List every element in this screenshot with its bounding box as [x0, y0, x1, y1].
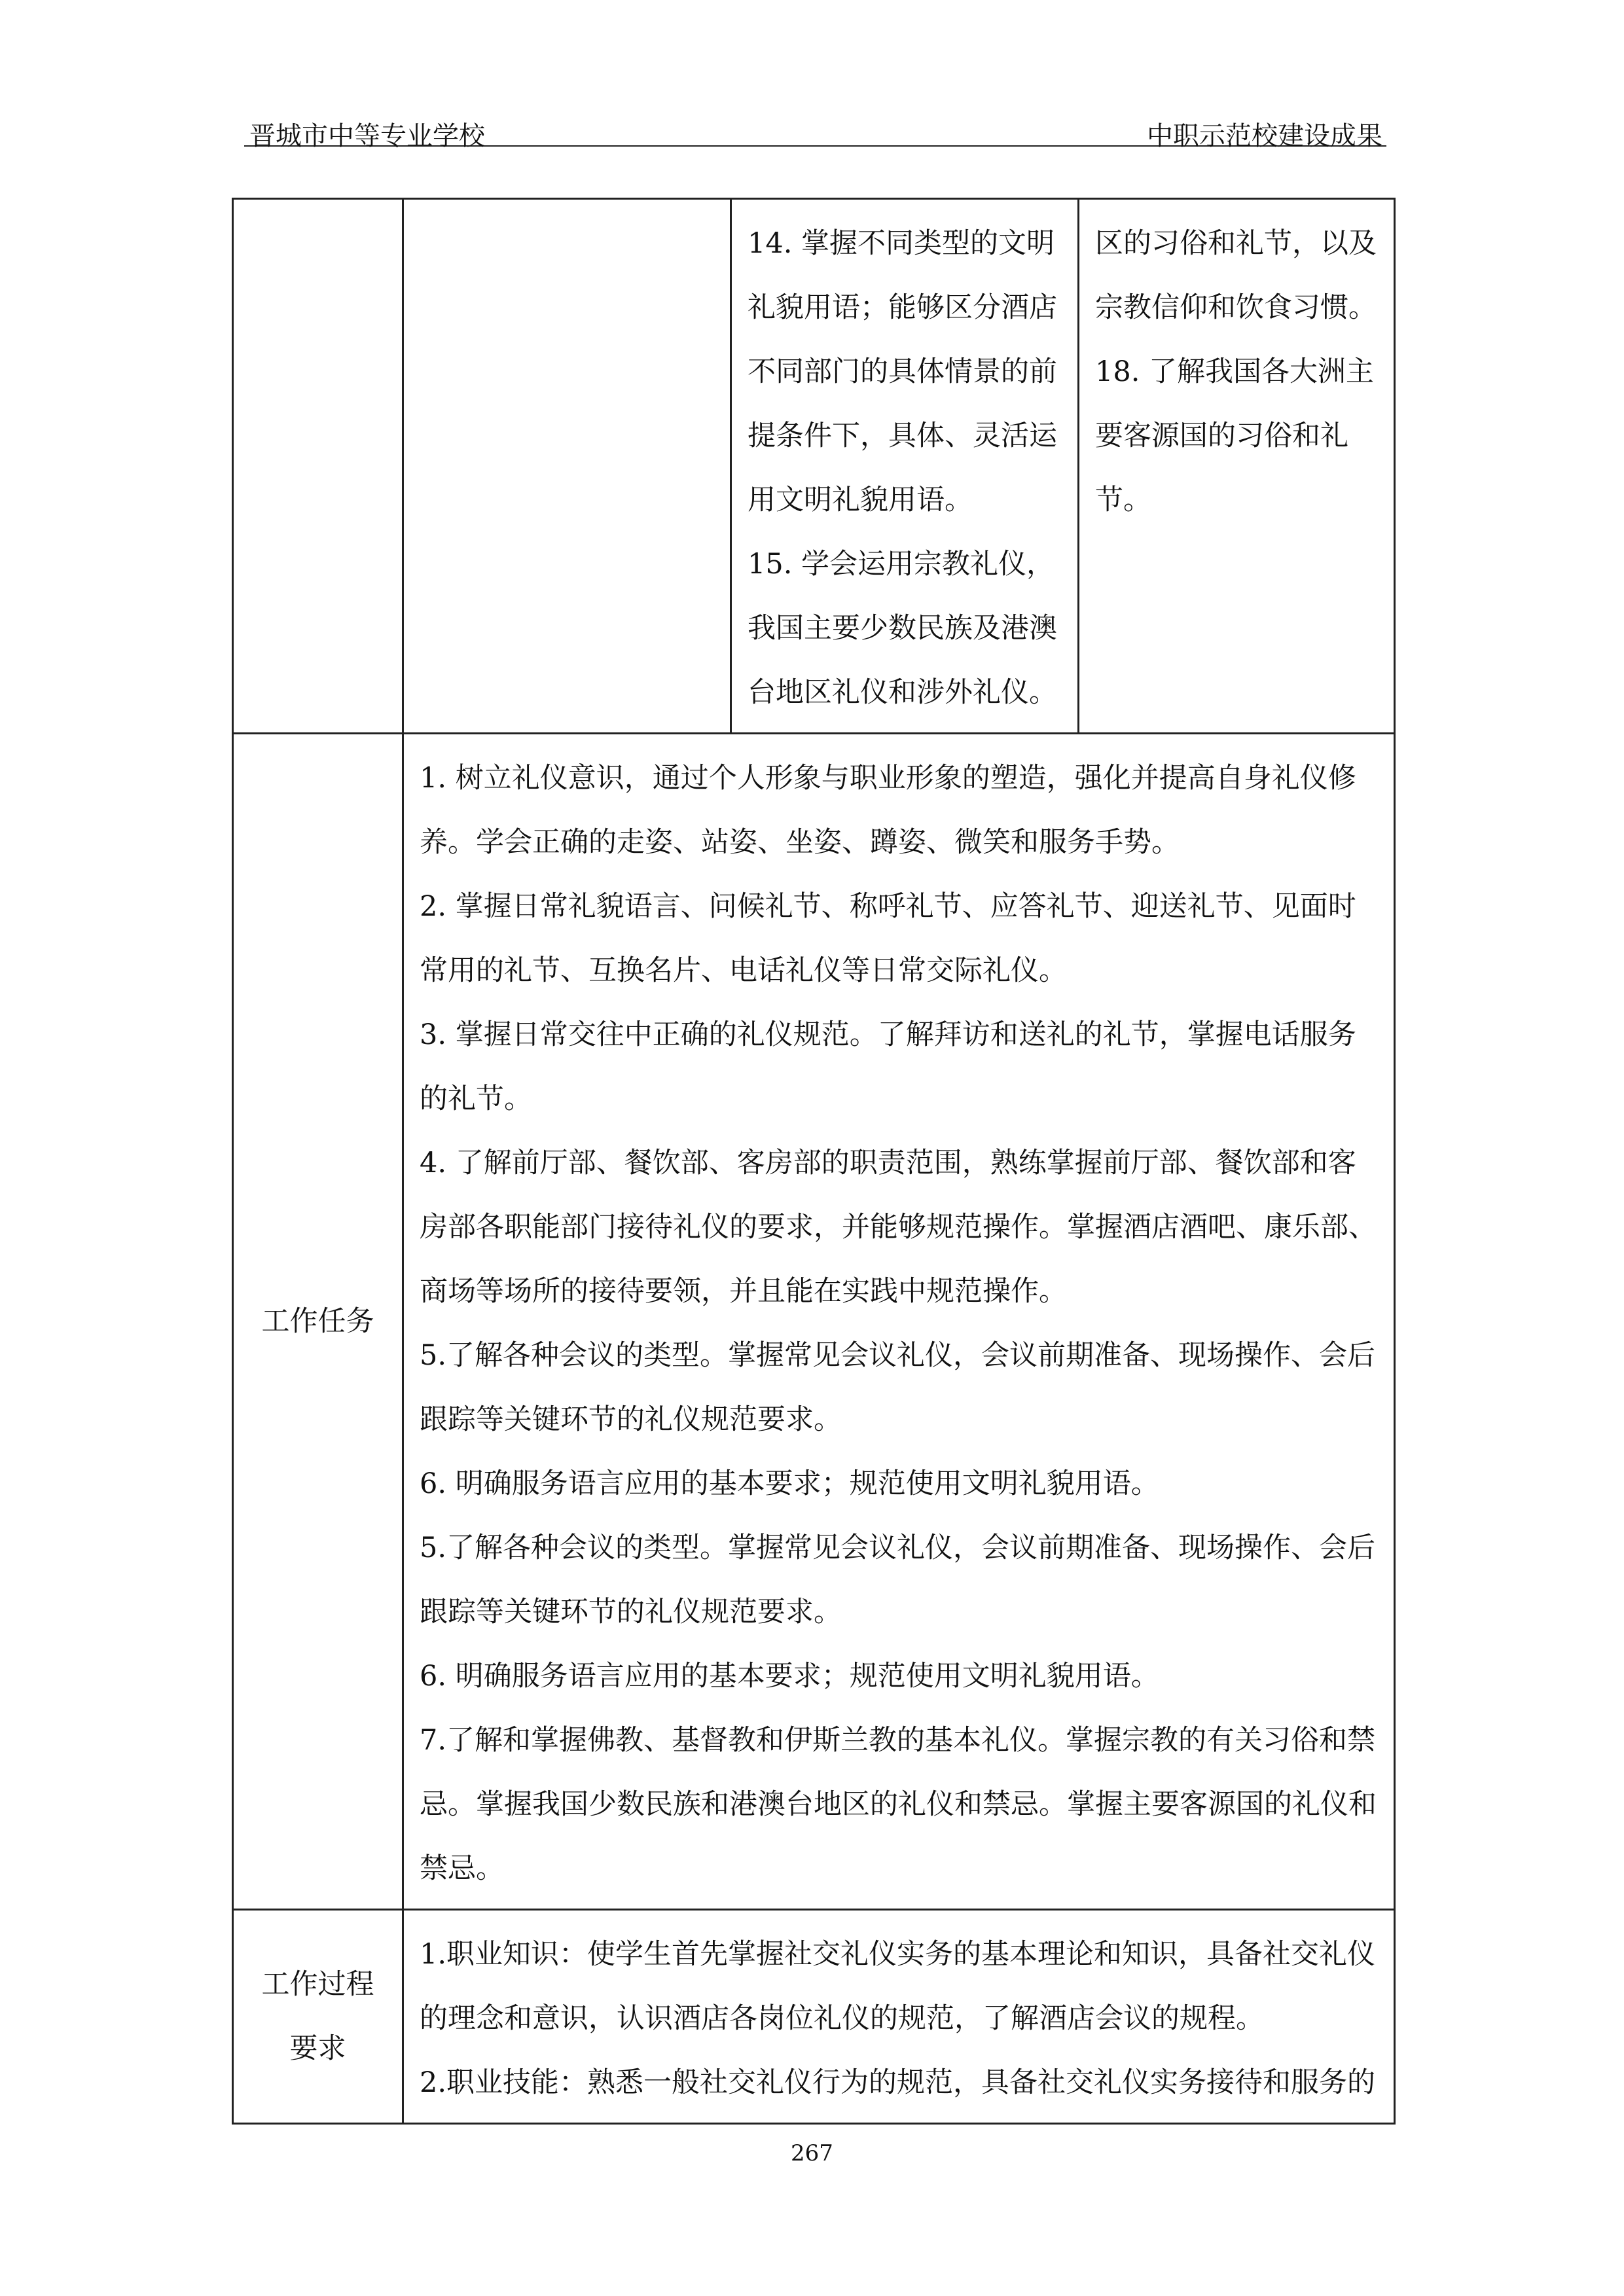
knowledge-item: 18. 了解我国各大洲主要客源国的习俗和礼节。 — [1095, 355, 1375, 516]
table-row — [233, 1910, 1395, 2124]
empty-cell — [233, 199, 403, 734]
empty-cell — [403, 199, 731, 734]
task-item: 6. 明确服务语言应用的基本要求；规范使用文明礼貌用语。 — [420, 1467, 1159, 1500]
work-tasks-label: 工作任务 — [233, 734, 403, 1910]
work-tasks-content — [403, 734, 1395, 1910]
task-item: 6. 明确服务语言应用的基本要求；规范使用文明礼貌用语。 — [420, 1660, 1159, 1693]
label-line: 工作过程 — [261, 1968, 374, 2001]
project-title: 中职示范校建设成果 — [1147, 121, 1382, 151]
task-item: 4. 了解前厅部、餐饮部、客房部的职责范围，熟练掌握前厅部、餐饮部和客房部各职能部门接待礼仪的要求，并能够规范操作。掌握酒店酒吧、康乐部、商场等场所的接待要领，并且能在实践中规范操作。 — [420, 1147, 1377, 1308]
curriculum-table — [232, 198, 1396, 2125]
task-item: 3. 掌握日常交往中正确的礼仪规范。了解拜访和送礼的礼节，掌握电话服务的礼节。 — [420, 1018, 1356, 1115]
knowledge-item: 区的习俗和礼节，以及宗教信仰和饮食习惯。 — [1095, 227, 1377, 324]
skills-cell — [731, 199, 1079, 734]
task-item: 5.了解各种会议的类型。掌握常见会议礼仪，会议前期准备、现场操作、会后跟踪等关键环节的礼仪规范要求。 — [420, 1339, 1376, 1436]
page-header — [244, 113, 1386, 151]
process-requirements-content — [403, 1910, 1395, 2124]
label-line: 要求 — [289, 2032, 346, 2065]
task-item: 5.了解各种会议的类型。掌握常见会议礼仪，会议前期准备、现场操作、会后跟踪等关键环节的礼仪规范要求。 — [420, 1532, 1376, 1628]
requirement-item: 1.职业知识：使学生首先掌握社交礼仪实务的基本理论和知识，具备社交礼仪的理念和意识，认识酒店各岗位礼仪的规范，了解酒店会议的规程。 — [420, 1938, 1376, 2035]
requirement-item: 2.职业技能：熟悉一般社交礼仪行为的规范，具备社交礼仪实务接待和服务的 — [420, 2066, 1376, 2099]
skill-item: 15. 学会运用宗教礼仪，我国主要少数民族及港澳台地区礼仪和涉外礼仪。 — [748, 548, 1057, 709]
skill-item: 14. 掌握不同类型的文明礼貌用语；能够区分酒店不同部门的具体情景的前提条件下，具体、灵活运用文明礼貌用语。 — [748, 227, 1057, 516]
task-item: 2. 掌握日常礼貌语言、问候礼节、称呼礼节、应答礼节、迎送礼节、见面时常用的礼节、互换名片、电话礼仪等日常交际礼仪。 — [420, 890, 1356, 987]
task-item: 7.了解和掌握佛教、基督教和伊斯兰教的基本礼仪。掌握宗教的有关习俗和禁忌。掌握我国少数民族和港澳台地区的礼仪和禁忌。掌握主要客源国的礼仪和禁忌。 — [420, 1724, 1377, 1885]
page-number: 267 — [791, 2140, 833, 2166]
table-row — [233, 734, 1395, 1910]
knowledge-cell — [1079, 199, 1395, 734]
table-row — [233, 199, 1395, 734]
process-requirements-label — [233, 1910, 403, 2124]
school-name: 晋城市中等专业学校 — [249, 121, 485, 151]
task-item: 1. 树立礼仪意识，通过个人形象与职业形象的塑造，强化并提高自身礼仪修养。学会正确的走姿、站姿、坐姿、蹲姿、微笑和服务手势。 — [420, 762, 1356, 859]
